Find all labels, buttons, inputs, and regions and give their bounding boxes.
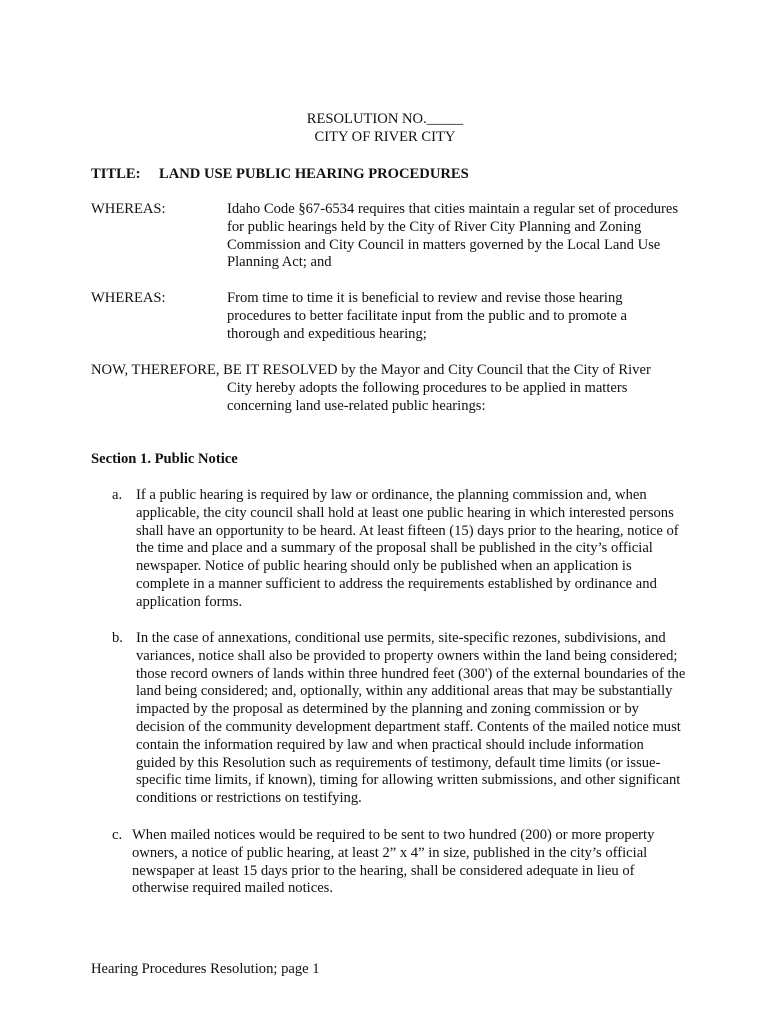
whereas-label-2: WHEREAS: bbox=[91, 290, 166, 306]
title-text: LAND USE PUBLIC HEARING PROCEDURES bbox=[159, 166, 469, 182]
resolved-continuation: City hereby adopts the following procedures to be applied in matters concerning land use-related public hearings: bbox=[227, 379, 628, 414]
item-text: In the case of annexations, conditional use permits, site-specific rezones, subdivisions, and variances, notice shall also be provided to property owners within the land being considered; those record owners of lands within three hundred feet (300') of the external boundaries of the land being considered; and, optionally, within any additional areas that may be substantially impacted by the proposal as determined by the planning and zoning commission or by decision of the community development department staff. Contents of the mailed notice must contain the information required by law and when practical should include information guided by this Resolution such as requirements of testimony, default time limits (or issue-specific time limits, if known), timing for allowing written submissions, and other significant conditions or restrictions on testifying. bbox=[136, 630, 686, 807]
item-text: When mailed notices would be required to be sent to two hundred (200) or more property owners, a notice of public hearing, at least 2” x 4” in size, published in the city’s official newspaper at least 15 days prior to the hearing, shall be considered adequate in lieu of otherwise required mailed notices. bbox=[132, 827, 655, 897]
item-marker: b. bbox=[112, 630, 123, 646]
title-label: TITLE: bbox=[91, 166, 141, 182]
page-footer: Hearing Procedures Resolution; page 1 bbox=[91, 961, 320, 977]
title-text-wrap bbox=[159, 166, 469, 184]
item-text: If a public hearing is required by law or ordinance, the planning commission and, when applicable, the city council shall hold at least one public hearing in which interested persons shall have an opportunity to be heard. At least fifteen (15) days prior to the hearing, notice of the time and place and a summary of the proposal shall be published in the city’s official newspaper. Notice of public hearing should only be published when an application is complete in a manner sufficient to address the requirements established by ordinance and application forms. bbox=[136, 487, 679, 610]
whereas-text-2: From time to time it is beneficial to review and revise those hearing procedures to better facilitate input from the public and to promote a thorough and expeditious hearing; bbox=[227, 290, 627, 342]
city-name: CITY OF RIVER CITY bbox=[314, 129, 456, 145]
resolved-first-line: NOW, THEREFORE, BE IT RESOLVED by the Mayor and City Council that the City of River bbox=[91, 362, 651, 378]
whereas-label-1: WHEREAS: bbox=[91, 201, 166, 217]
whereas-text-1: Idaho Code §67-6534 requires that cities maintain a regular set of procedures for public hearings held by the City of River City Planning and Zoning Commission and City Council in matters governed by the Local Land Use Planning Act; and bbox=[227, 201, 679, 271]
item-marker: c. bbox=[112, 827, 123, 843]
item-marker: a. bbox=[112, 487, 123, 503]
title-row bbox=[91, 166, 140, 184]
resolved-clause bbox=[91, 362, 691, 415]
resolution-number: RESOLUTION NO._____ bbox=[306, 111, 464, 127]
section-heading: Section 1. Public Notice bbox=[91, 451, 238, 467]
